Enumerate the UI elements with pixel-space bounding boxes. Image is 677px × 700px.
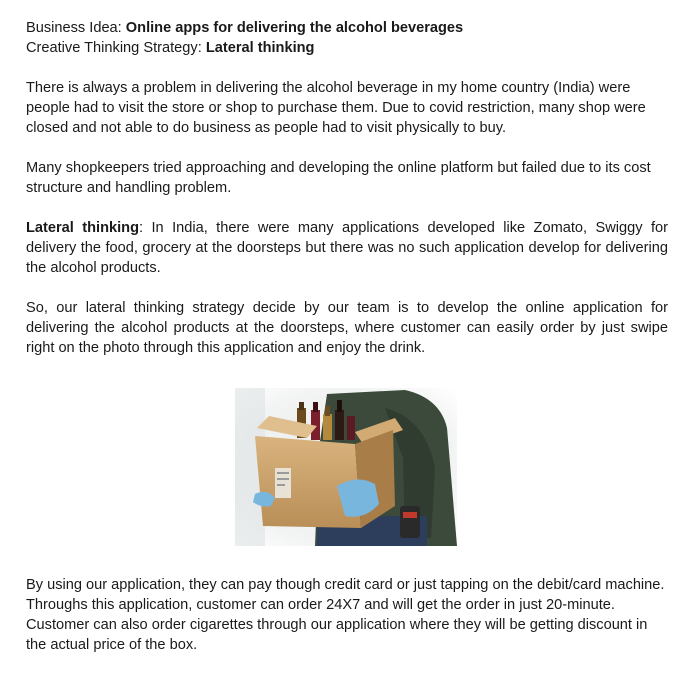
- strategy-line: [26, 38, 668, 58]
- business-idea-label: Business Idea:: [26, 20, 126, 36]
- lateral-thinking-label: Lateral thinking: [26, 220, 140, 236]
- strategy-value: Lateral thinking: [205, 40, 315, 56]
- strategy-label: Creative Thinking Strategy:: [26, 40, 206, 56]
- paragraph-shopkeepers: Many shopkeepers tried approaching and developing the online platform but failed due to its cost structure and handling problem.: [26, 160, 651, 196]
- paragraph-problem: There is always a problem in delivering the alcohol beverage in my home country (India) were people had to visit the store or shop to purchase them. Due to covid restriction, many shop were closed and not able to do business as people had to visit physically to buy.: [26, 80, 646, 136]
- lateral-thinking-text: : In India, there were many applications developed like Zomato, Swiggy for delivery the food, grocery at the doorsteps but there was no such application develop for delivering the alcohol products.: [26, 220, 668, 276]
- paragraph-payment: By using our application, they can pay though credit card or just tapping on the debit/card machine. Throughs this application, customer can order 24X7 and will get the order in just 20-minute. Customer can also order cigarettes through our application where they will be getting discount in the actual price of the box.: [26, 577, 665, 653]
- business-idea-line: [26, 18, 668, 38]
- delivery-person-with-box-illustration: [235, 388, 457, 546]
- delivery-photo: [235, 388, 457, 546]
- paragraph-lateral-thinking: [26, 218, 668, 278]
- business-idea-value: Online apps for delivering the alcohol beverages: [125, 20, 464, 36]
- document-body: [26, 18, 668, 358]
- paragraph-strategy: So, our lateral thinking strategy decide by our team is to develop the online application for delivering the alcohol products at the doorsteps, where customer can easily order by just swipe right on the photo through this application and enjoy the drink.: [26, 300, 668, 356]
